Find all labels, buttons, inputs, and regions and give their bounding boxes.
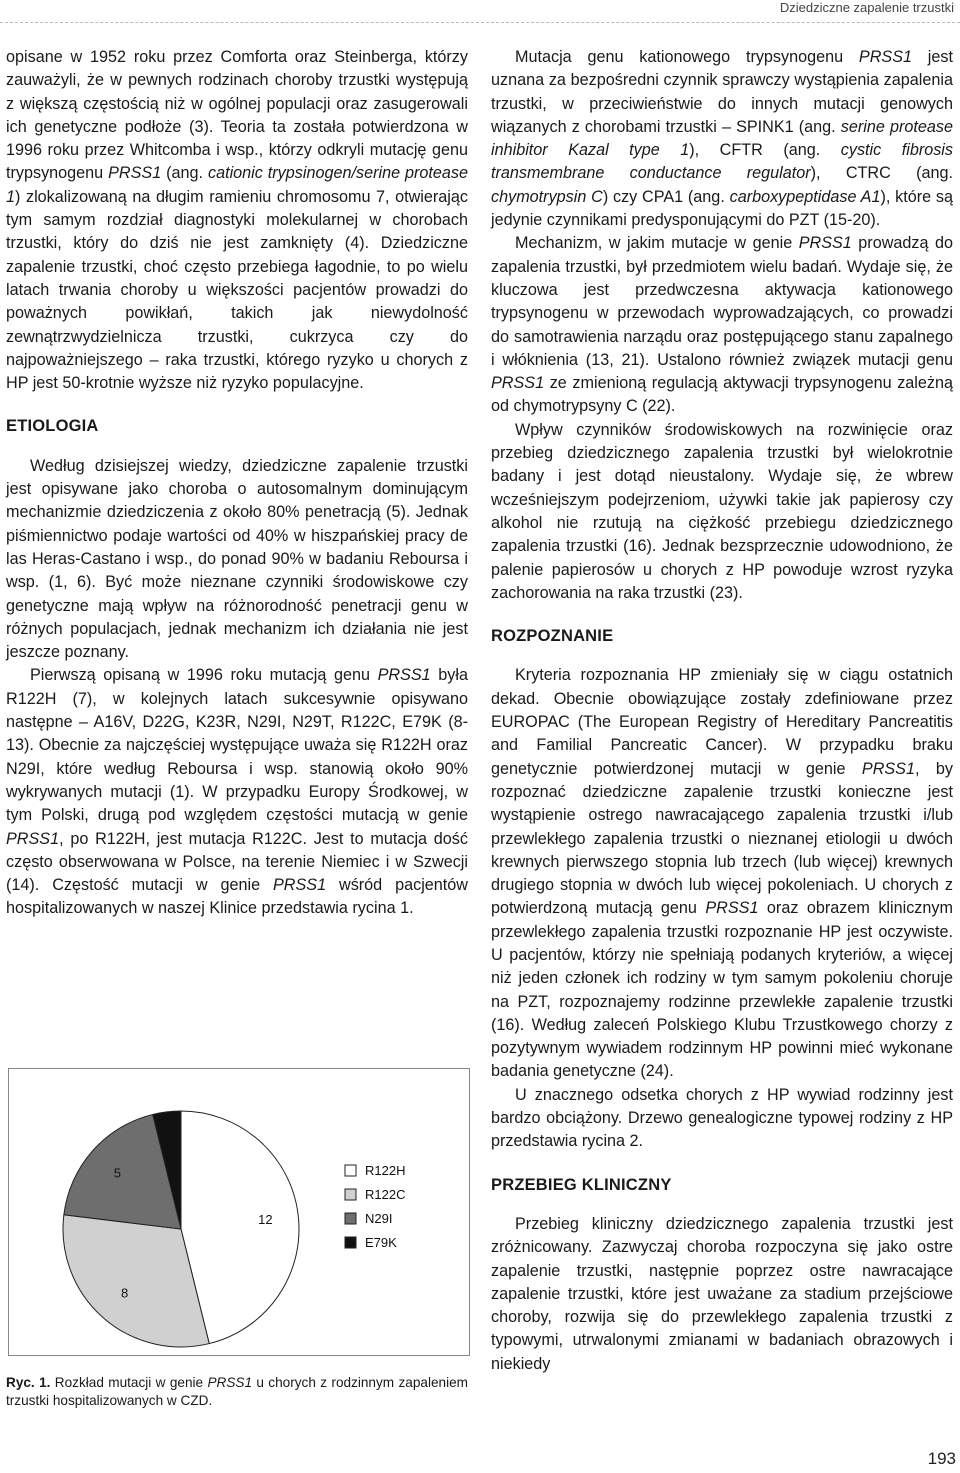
right-paragraph-1: Mutacja genu kationowego trypsynogenu PRSS1 jest uznana za bezpośredni czynnik sprawczy wystąpienia zapalenia trzustki, w przeciwieństwie do innych mutacji genowych wiązanych z chorobami trzustki – SPINK1 (ang. serine protease inhibitor Kazal type 1), CFTR (ang. cystic fibrosis transmembrane conductance regulator), CTRC (ang. chymotrypsin C) czy CPA1 (ang. carboxypeptidase A1), które są jedynie czynnikami predysponującymi do PZT (15-20). [491,48,953,230]
left-paragraph-3: Pierwszą opisaną w 1996 roku mutacją genu PRSS1 była R122H (7), w kolejnych latach sukcesywnie opisywano następne – A16V, D22G, K23R, N29I, N29T, R122C, E79K (8-13). Obecnie za najczęściej występujące uważa się R122H oraz N29I, które według Reboursa i wsp. stanowią około 90% wykrywanych mutacji (1). W przypadku Europy Środkowej, w tym Polski, drugą pod względem częstości mutacją w genie PRSS1, po R122H, jest mutacja R122C. Jest to mutacja dość często obserwowana w Polsce, na terenie Niemiec i w Szwecji (14). Częstość mutacji w genie PRSS1 wśród pacjentów hospitalizowanych w naszej Klinice przedstawia rycina 1. [6,666,469,918]
legend-label-r122c: R122C [365,1187,406,1202]
section-heading-rozpoznanie: ROZPOZNANIE [491,627,614,646]
section-heading-etiologia: ETIOLOGIA [6,417,99,436]
legend-swatch-r122h [345,1165,356,1176]
legend-swatch-n29i [345,1213,356,1224]
right-column [491,46,953,1376]
legend-label-r122h: R122H [365,1163,406,1178]
pie-label-r122c: 8 [121,1285,129,1301]
legend-swatch-r122c [345,1189,356,1200]
right-paragraph-6: Przebieg kliniczny dziedzicznego zapalenia trzustki jest zróżnicowany. Zazwyczaj choroba rozpoczyna się jako ostre zapalenie trzustki, następnie poprzez ostre nawracające zapalenie trzustki, które jest uważane za stadium przejściowe choroby, rozwija się do przewlekłego zapalenia trzustki z typowymi, utrwalonymi zmianami w badaniach obrazowych i niekiedy [491,1214,953,1373]
section-heading-przebieg: PRZEBIEG KLINICZNY [491,1175,672,1194]
pie-chart-svg [9,1069,469,1355]
right-paragraph-3: Wpływ czynników środowiskowych na rozwinięcie oraz przebieg dziedzicznego zapalenia trzustki był wielokrotnie badany i jest dotąd nieustalony. Wydaje się, że wbrew wcześniejszym podejrzeniom, używki takie jak papierosy czy alkohol nie rzutują na ciężkość przebiegu dziedzicznego zapalenia trzustki (16). Jednak bezsprzecznie udowodniono, że palenie papierosów u chorych z HP powoduje wzrost ryzyka zachorowania na raka trzustki (23). [491,420,953,602]
right-paragraph-2: Mechanizm, w jakim mutacje w genie PRSS1 prowadzą do zapalenia trzustki, był przedmiotem wielu badań. Wydaje się, że kluczowa jest przedwczesna aktywacja kationowego trypsynogenu w przewodach wyprowadzających, co prowadzi do samotrawienia narządu oraz postępującego stanu zapalnego i włóknienia (13, 21). Ustalono również związek mutacji genu PRSS1 ze zmienioną regulacją aktywacji trypsynogenu zależną od chymotrypsyny C (22). [491,234,953,416]
figure-1-pie-chart [8,1068,470,1356]
running-head: Dziedziczne zapalenie trzustki [779,0,954,15]
page-number: 193 [927,1449,956,1468]
pie-label-e79k: 1 [166,1128,174,1144]
pie-label-n29i: 5 [113,1165,121,1181]
left-paragraph-1: opisane w 1952 roku przez Comforta oraz Steinberga, którzy zauważyli, że w pewnych rodzinach choroby trzustki występują z większą częstością niż w ogólnej populacji oraz zasugerowali ich genetyczne podłoże (3). Teoria ta została potwierdzona w 1996 roku przez Whitcomba i wsp., którzy odkryli mutację genu trypsynogenu PRSS1 (ang. cationic trypsinogen/serine protease 1) zlokalizowaną na długim ramieniu chromosomu 7, otwierając tym samym rozdział diagnostyki molekularnej w chorobach trzustki, który do dziś nie jest zamknięty (4). Dziedziczne zapalenie trzustki, choć często przebiega łagodnie, to po wielu latach trwania choroby u większości pacjentów prowadzi do poważnych powikłań, takich jak niewydolność zewnątrzwydzielnicza trzustki, cukrzyca czy do najpoważniejszego – raka trzustki, którego ryzyko u chorych z HP jest 50-krotnie wyższe niż ryzyko populacyjne. [6,48,468,393]
right-paragraph-4: Kryteria rozpoznania HP zmieniały się w ciągu ostatnich dekad. Obecnie obowiązujące zostały zdefiniowane przez EUROPAC (The European Registry of Hereditary Pancreatitis and Familial Pancreatic Cancer). W przypadku braku genetycznie potwierdzonej mutacji w genie PRSS1, by rozpoznać dziedziczne zapalenie trzustki konieczne jest wystąpienie ostrego nawracającego zapalenia trzustki i/lub przewlekłego zapalenia trzustki o nieznanej etiologii u dwóch krewnych pierwszego stopnia lub trzech (lub więcej) krewnych drugiego stopnia w dwóch lub więcej pokoleniach. U chorych z potwierdzoną mutacją genu PRSS1 oraz obrazem klinicznym przewlekłego zapalenia trzustki rozpoznanie HP jest oczywiste. U pacjentów, którzy nie spełniają podanych kryteriów, a więcej niż jeden członek ich rodziny w tym samym pokoleniu choruje na PZT, rozpoznajemy rodzinne przewlekłe zapalenie trzustki (16). Według zaleceń Polskiego Klubu Trzustkowego chorzy z pozytywnym wywiadem rodzinnym HP powinni mieć wykonane badania genetyczne (24). [491,666,953,1081]
left-column [6,46,468,921]
left-paragraph-2: Według dzisiejszej wiedzy, dziedziczne zapalenie trzustki jest opisywane jako choroba o autosomalnym dominującym mechanizmie dziedziczenia z około 80% penetracją (5). Jednak piśmiennictwo podaje wartości od 40% w hiszpańskiej pracy de las Heras-Castano i wsp., do ponad 90% w badaniu Reboursa i wsp. (1, 6). Być może nieznane czynniki środowiskowe czy genetyczne mają wpływ na różnorodność penetracji genu w różnych populacjach, jednak mechanizm ich działania nie jest jeszcze poznany. [6,456,468,662]
pie-label-r122h: 12 [258,1211,273,1227]
legend-label-e79k: E79K [365,1235,397,1250]
header-rule [0,22,960,23]
legend-label-n29i: N29I [365,1211,393,1226]
legend-swatch-e79k [345,1237,356,1248]
figure-caption: Ryc. 1. Rozkład mutacji w genie PRSS1 u chorych z rodzinnym zapaleniem trzustki hospitalizowanych w CZD. [6,1375,468,1408]
right-paragraph-5: U znacznego odsetka chorych z HP wywiad rodzinny jest bardzo obciążony. Drzewo genealogiczne typowej rodziny z HP przedstawia rycina 2. [491,1085,953,1151]
